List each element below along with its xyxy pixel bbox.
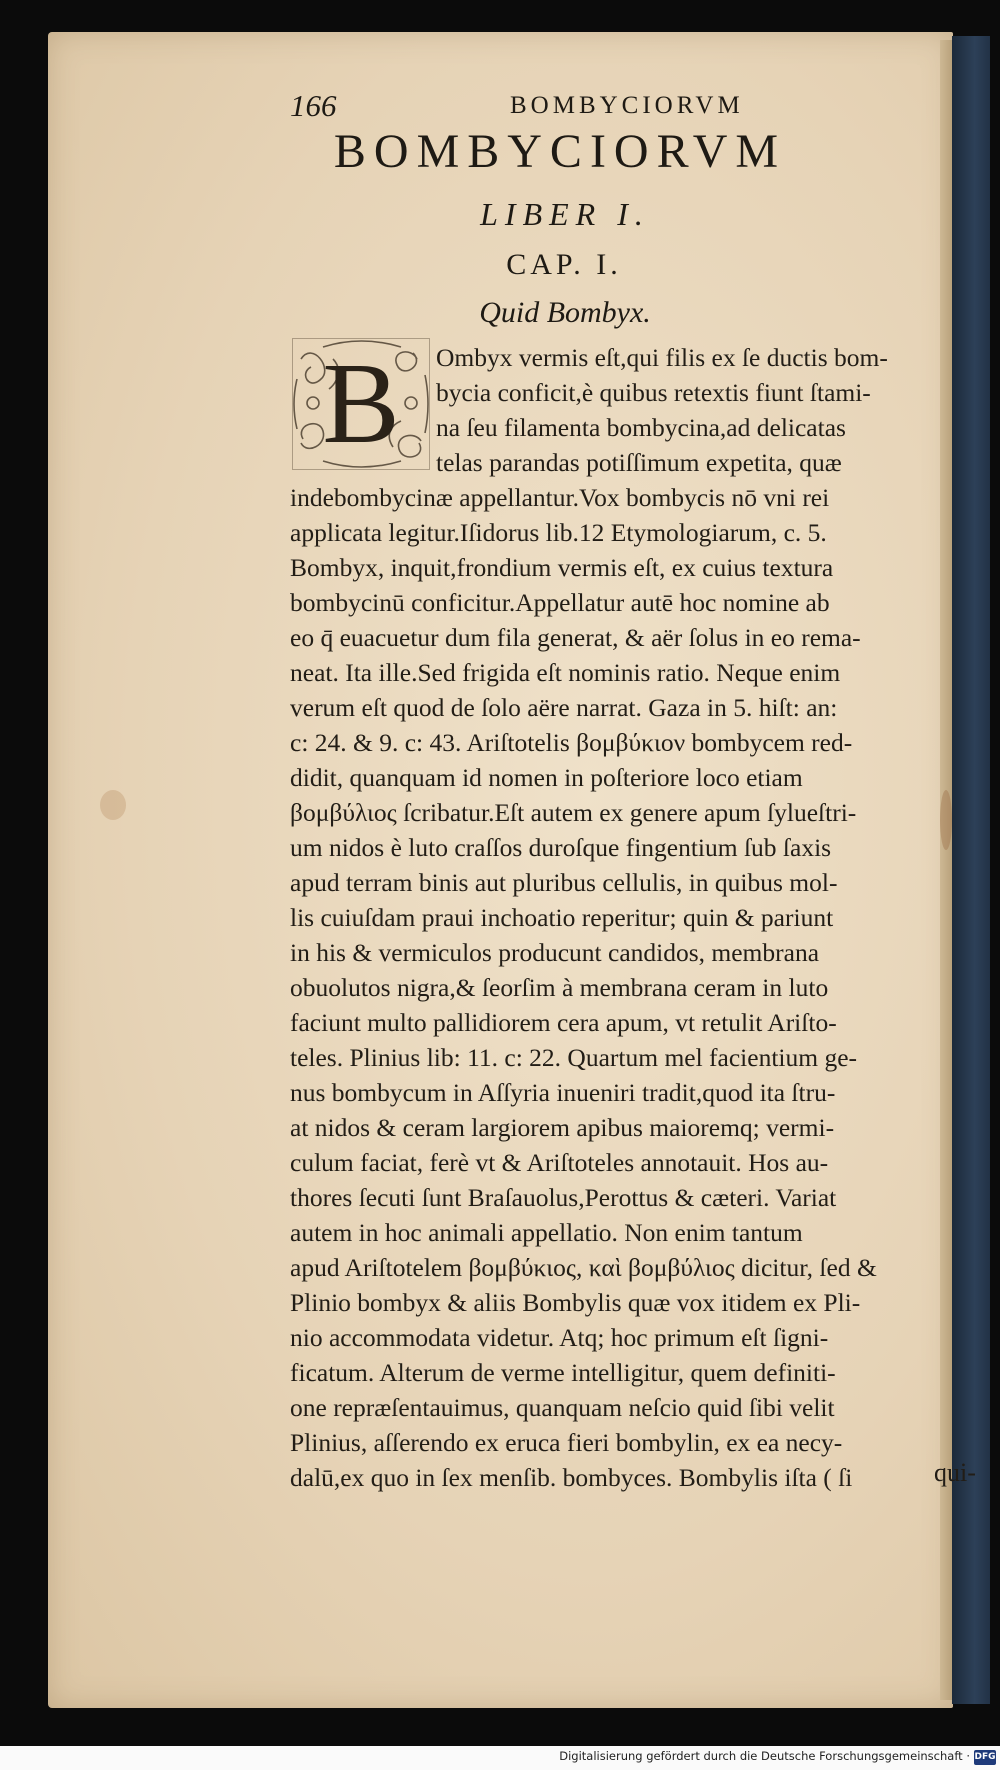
text-line: neat. Ita ille.Sed frigida eſt nominis ratio. Neque enim [290, 658, 841, 687]
funding-credit: Digitalisierung gefördert durch die Deutsche Forschungsgemeinschaft · [559, 1749, 970, 1763]
page-header [290, 88, 790, 128]
text-line: autem in hoc animali appellatio. Non enim tantum [290, 1218, 803, 1247]
text-line: bycia conficit,è quibus retextis fiunt ſtami- [436, 378, 871, 407]
text-line: Plinius, aſſerendo ex eruca fieri bombylin, ex ea necy- [290, 1428, 843, 1457]
page-number: 166 [290, 88, 337, 123]
chapter-title: Quid Bombyx. [479, 296, 651, 329]
text-line: teles. Plinius lib: 11. c: 22. Quartum mel facientium ge- [290, 1043, 858, 1072]
text-line: obuolutos nigra,& ſeorſim à membrana ceram in luto [290, 973, 829, 1002]
text-line: one repræſentauimus, quanquam neſcio quid ſibi velit [290, 1393, 835, 1422]
text-line: in his & vermiculos producunt candidos, membrana [290, 938, 820, 967]
text-line: eo q̄ euacuetur dum fila generat, & aër ſolus in eo rema- [290, 623, 861, 652]
text-line: bombycinū conficitur.Appellatur autē hoc nomine ab [290, 588, 830, 617]
chapter-number: CAP. I. [506, 248, 622, 281]
text-line: um nidos è luto craſſos duroſque fingentium ſub ſaxis [290, 833, 832, 862]
text-line: applicata legitur.Iſidorus lib.12 Etymologiarum, c. 5. [290, 518, 827, 547]
text-line: apud terram binis aut pluribus cellulis, in quibus mol- [290, 868, 838, 897]
catchword: qui- [934, 1458, 976, 1487]
text-line: βομβύλιος ſcribatur.Eſt autem ex genere apum ſylueſtri- [290, 798, 857, 827]
body-text [290, 340, 970, 1490]
text-line: indebombycinæ appellantur.Vox bombycis nō vni rei [290, 483, 830, 512]
initial-letter: B [322, 340, 400, 468]
dfg-logo: DFG [974, 1750, 996, 1765]
text-line: Plinio bombyx & aliis Bombylis quæ vox itidem ex Pli- [290, 1288, 861, 1317]
text-line: faciunt multo pallidiorem cera apum, vt retulit Ariſto- [290, 1008, 837, 1037]
running-head: BOMBYCIORVM [510, 92, 744, 119]
text-line: culum faciat, ferè vt & Ariſtoteles annotauit. Hos au- [290, 1148, 829, 1177]
text-line: nio accommodata videtur. Atq; hoc primum eſt ſigni- [290, 1323, 829, 1352]
text-line: didit, quanquam id nomen in poſteriore loco etiam [290, 763, 803, 792]
text-line: lis cuiuſdam praui inchoatio reperitur; quin & pariunt [290, 903, 834, 932]
book-title: BOMBYCIORVM [333, 125, 787, 178]
text-line: apud Ariſtotelem βομβύκιος, καὶ βομβύλιος dicitur, ſed & [290, 1253, 877, 1282]
text-line: telas parandas potiſſimum expetita, quæ [436, 448, 842, 477]
text-line: thores ſecuti ſunt Braſauolus,Perottus & cæteri. Variat [290, 1183, 837, 1212]
text-line: Bombyx, inquit,frondium vermis eſt, ex cuius textura [290, 553, 834, 582]
text-line: nus bombycum in Aſſyria inueniri tradit,quod ita ſtru- [290, 1078, 836, 1107]
book-number: LIBER I. [480, 196, 650, 232]
paper-stain [100, 790, 126, 820]
text-line: verum eſt quod de ſolo aëre narrat. Gaza in 5. hiſt: an: [290, 693, 838, 722]
text-line: Ombyx vermis eſt,qui filis ex ſe ductis bom- [436, 343, 888, 372]
text-line: at nidos & ceram largiorem apibus maioremq; vermi- [290, 1113, 835, 1142]
digitization-footer [0, 1746, 1000, 1770]
text-line: c: 24. & 9. c: 43. Ariſtotelis βομβύκιον bombycem red- [290, 728, 853, 757]
text-line: na ſeu filamenta bombycina,ad delicatas [436, 413, 846, 442]
text-line: ficatum. Alterum de verme intelligitur, quem definiti- [290, 1358, 836, 1387]
text-line: dalū,ex quo in ſex menſib. bombyces. Bombylis iſta ( ſi [290, 1463, 853, 1492]
